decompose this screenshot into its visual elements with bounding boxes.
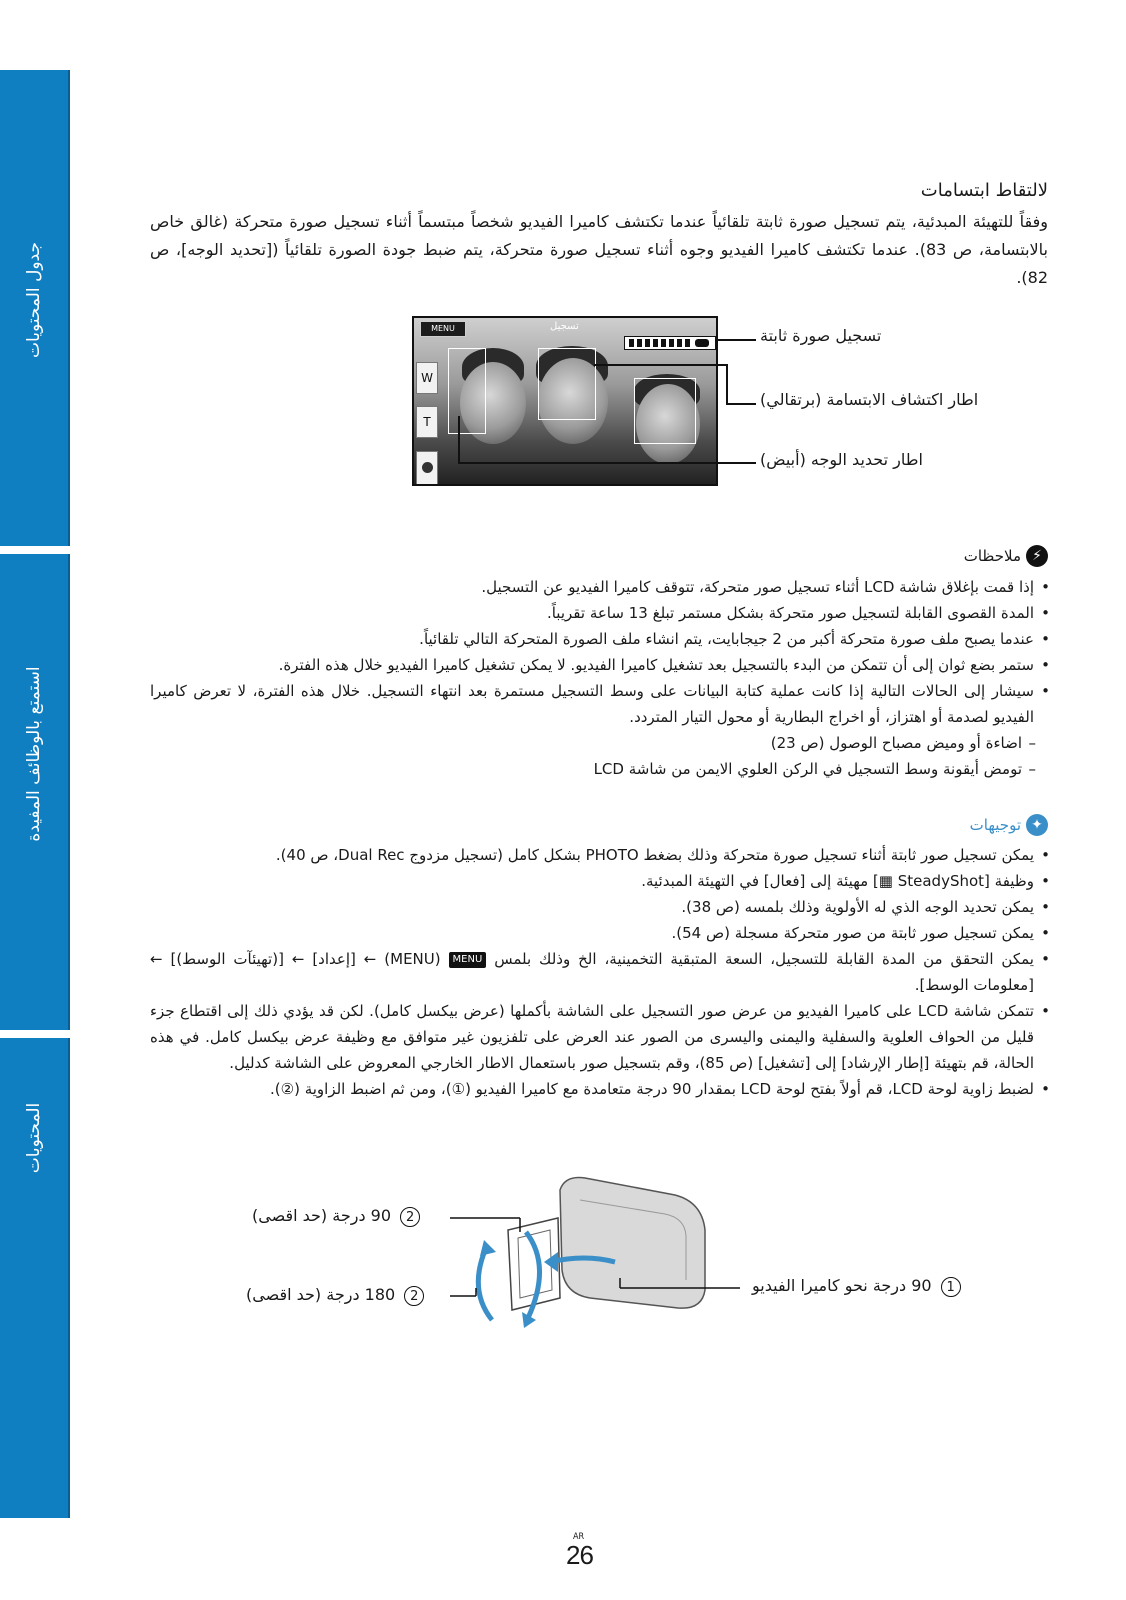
callout-line — [594, 364, 727, 366]
face-frame — [448, 348, 486, 434]
section-title: لالتقاط ابتسامات — [920, 180, 1048, 201]
callout-smile-frame: اطار اكتشاف الابتسامة (برتقالي) — [760, 390, 979, 409]
tab-label: استمتع بالوظائف المفيدة — [24, 666, 44, 842]
list-item: • إذا قمت بإغلاق شاشة LCD أثناء تسجيل صور متحركة، تتوقف كاميرا الفيديو عن التسجيل. — [150, 574, 1052, 600]
zoom-tele-button[interactable]: T — [416, 406, 438, 438]
rotation-arc-left — [478, 1248, 492, 1320]
circled-number: 2 — [400, 1207, 420, 1227]
list-item: • وظيفة [SteadyShot ▦] مهيئة إلى [فعال] في التهيئة المبدئية. — [150, 868, 1052, 894]
menu-chip-icon: MENU — [449, 952, 487, 968]
label-90-max-text: 90 درجة (حد اقصى) — [252, 1206, 392, 1225]
smile-frame — [538, 348, 596, 420]
list-item: • لضبط زاوية لوحة LCD، قم أولاً بفتح لوحة LCD بمقدار 90 درجة متعامدة مع كاميرا الفيديو (①)، ومن ثم اضبط الزاوية (②). — [150, 1076, 1052, 1102]
face-frame — [634, 378, 696, 444]
recording-badge: تسجيل — [550, 321, 579, 332]
tips-heading — [150, 814, 1048, 836]
list-item: • يمكن تحديد الوجه الذي له الأولوية وذلك بلمسه (ص 38). — [150, 894, 1052, 920]
list-item: • عندما يصبح ملف صورة متحركة أكبر من 2 جيجابايت، يتم انشاء ملف الصورة المتحركة التالي تلقائياً. — [150, 626, 1052, 652]
list-sub-item: – تومض أيقونة وسط التسجيل في الركن العلوي الايمن من شاشة LCD — [150, 756, 1052, 782]
notes-heading — [150, 545, 1048, 567]
label-180-max-text: 180 درجة (حد اقصى) — [246, 1285, 396, 1304]
intro-paragraph — [150, 208, 1048, 292]
notes-heading-text: ملاحظات — [963, 547, 1021, 565]
callout-still-recording: تسجيل صورة ثابتة — [760, 326, 882, 345]
callout-line — [718, 339, 756, 341]
tab-table-of-contents[interactable] — [0, 70, 70, 546]
list-sub-item: – اضاءة أو وميض مصباح الوصول (ص 23) — [150, 730, 1052, 756]
menu-tip-pre: يمكن التحقق من المدة القابلة للتسجيل، السعة المتبقية التخمينية، الخ وذلك بلمس — [494, 950, 1034, 968]
tips-heading-text: توجيهات — [969, 816, 1021, 834]
label-180-max — [246, 1285, 428, 1306]
tab-index[interactable] — [0, 1038, 70, 1518]
callout-face-frame: اطار تحديد الوجه (أبيض) — [760, 450, 923, 469]
callout-line — [726, 364, 728, 404]
callout-line — [726, 403, 756, 405]
label-90-max — [252, 1206, 424, 1227]
still-capture-indicator — [624, 336, 716, 350]
lightbulb-icon: ✦ — [1026, 814, 1048, 836]
intro-text: وفقاً للتهيئة المبدئية، يتم تسجيل صورة ثابتة تلقائياً عندما تكتشف كاميرا الفيديو شخصاً مبتسماً أثناء تسجيل صورة متحركة (غالق خاص بالابتسامة، ص 83). عندما تكتشف كاميرا الفيديو وجوه أثناء تسجيل صورة متحركة، يتم ضبط جودة الصورة تلقائياً ([تحديد الوجه]، ص 82). — [150, 212, 1048, 287]
list-item-menu — [150, 946, 1052, 998]
label-90-toward-text: 90 درجة نحو كاميرا الفيديو — [752, 1276, 932, 1295]
page-language: AR — [573, 1532, 585, 1542]
notes-icon: ⚡ — [1026, 545, 1048, 567]
list-item: • ستمر بضع ثوان إلى أن تتمكن من البدء بالتسجيل بعد تشغيل كاميرا الفيديو. لا يمكن تشغيل كاميرا الفيديو خلال هذه الفترة. — [150, 652, 1052, 678]
list-item: • يمكن تسجيل صور ثابتة من صور متحركة مسجلة (ص 54). — [150, 920, 1052, 946]
menu-button[interactable]: MENU — [420, 321, 466, 337]
tab-label: جدول المحتويات — [24, 242, 44, 358]
list-item: • المدة القصوى القابلة لتسجيل صور متحركة بشكل مستمر تبلغ 13 ساعة تقريباً. — [150, 600, 1052, 626]
callout-line — [458, 462, 756, 464]
tab-useful-functions[interactable] — [0, 554, 70, 1030]
tips-list — [150, 842, 1052, 1102]
side-navigation — [0, 70, 72, 1518]
page-number: 26 — [566, 1540, 593, 1570]
record-icon — [422, 462, 433, 473]
circled-number: 2 — [404, 1286, 424, 1306]
list-item: • يمكن تسجيل صور ثابتة أثناء تسجيل صورة متحركة وذلك بضغط PHOTO بشكل كامل (تسجيل مزدوج Dual Rec، ص 40). — [150, 842, 1052, 868]
lcd-rotation-diagram — [440, 1170, 740, 1340]
circled-number: 1 — [941, 1277, 961, 1297]
notes-list — [150, 574, 1052, 782]
menu-tip-post: (MENU) ← [إعداد] ← [(تهيئآت الوسط)] ← [معلومات الوسط]. — [150, 950, 1034, 994]
tab-label: المحتويات — [24, 1102, 44, 1174]
arrow-head-icon — [480, 1240, 496, 1256]
list-item: • تتمكن شاشة LCD على كاميرا الفيديو من عرض صور التسجيل على الشاشة بأكملها (عرض بيكسل كامل). لكن قد يؤدي ذلك إلى اقتطاع جزء قليل من الحواف العلوية والسفلية واليمنى واليسرى من الصور عند العرض على تلفزيون غير متوافق مع وظيفة عرض بيكسل كامل. في هذه الحالة، قم بتهيئة [إطار الإرشاد] إلى [تشغيل] (ص 85)، وقم بتسجيل صور باستعمال الاطار الخارجي المعروض على الشاشة كدليل. — [150, 998, 1052, 1076]
callout-line — [458, 416, 460, 463]
label-90-toward — [752, 1276, 965, 1297]
list-item: • سيشار إلى الحالات التالية إذا كانت عملية كتابة البيانات على وسط التسجيل مستمرة بعد انتهاء التسجيل. خلال هذه الفترة، لا تعرض كاميرا الفيديو لصدمة أو اهتزاز، أو اخراج البطارية أو محول التيار المتردد. — [150, 678, 1052, 730]
zoom-wide-button[interactable]: W — [416, 362, 438, 394]
